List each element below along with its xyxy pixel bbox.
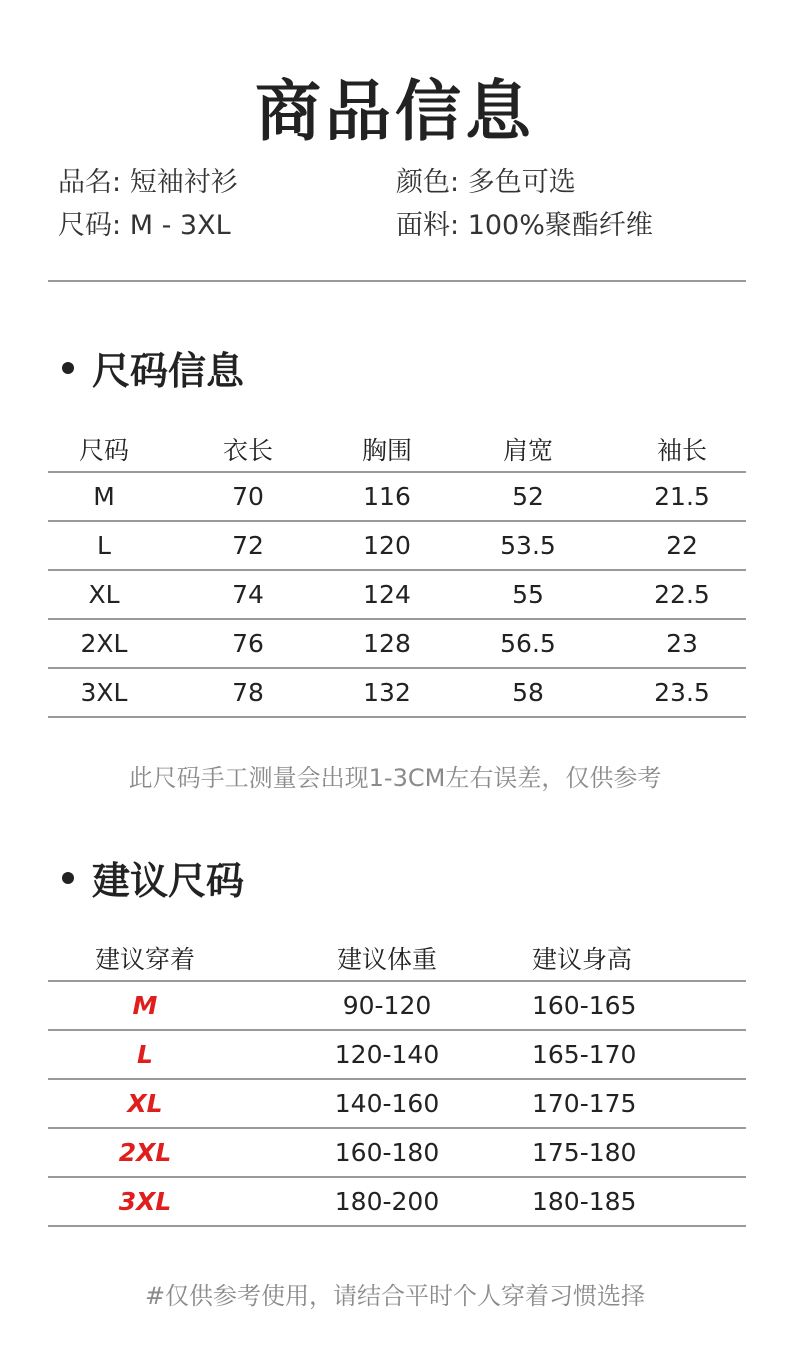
product-fabric-label: 面料: — [396, 210, 460, 241]
recommend-section-title: 建议尺码 — [92, 859, 245, 903]
table-cell: 52 — [438, 472, 618, 521]
table-row — [48, 472, 746, 521]
product-size-value: M - 3XL — [129, 210, 231, 241]
table-row — [48, 668, 746, 717]
size-header-length: 衣长 — [222, 436, 273, 465]
divider — [48, 280, 746, 282]
product-name-value: 短袖衬衫 — [129, 167, 238, 198]
bullet-dot — [62, 362, 74, 374]
size-header-chest: 胸围 — [361, 436, 412, 465]
table-cell: L — [48, 521, 160, 570]
recommend-table-header — [48, 936, 746, 981]
product-name — [58, 160, 238, 199]
table-row — [48, 1177, 746, 1226]
table-cell: 22 — [618, 521, 746, 570]
table-cell: 120-140 — [242, 1030, 532, 1079]
table-row — [48, 619, 746, 668]
table-cell: 116 — [336, 472, 438, 521]
table-cell: 78 — [160, 668, 336, 717]
table-cell: 55 — [438, 570, 618, 619]
table-cell: XL — [48, 570, 160, 619]
table-row — [48, 1079, 746, 1128]
size-header-size: 尺码 — [78, 436, 129, 465]
table-row — [48, 521, 746, 570]
table-cell: 23 — [618, 619, 746, 668]
table-cell: 2XL — [48, 1128, 242, 1177]
table-row — [48, 1030, 746, 1079]
table-cell: 90-120 — [242, 981, 532, 1030]
table-cell: 128 — [336, 619, 438, 668]
table-cell: 3XL — [48, 668, 160, 717]
table-row — [48, 1128, 746, 1177]
table-cell: 56.5 — [438, 619, 618, 668]
size-table-header — [48, 427, 746, 472]
table-cell: 170-175 — [532, 1079, 746, 1128]
product-fabric — [396, 203, 653, 242]
table-cell: M — [48, 472, 160, 521]
table-row — [48, 570, 746, 619]
size-section-title: 尺码信息 — [92, 349, 245, 393]
product-size — [58, 203, 231, 242]
table-cell: 70 — [160, 472, 336, 521]
size-header-shoulder: 肩宽 — [502, 436, 553, 465]
bullet-dot — [62, 872, 74, 884]
table-cell: 2XL — [48, 619, 160, 668]
size-header-sleeve: 袖长 — [656, 436, 707, 465]
table-cell: 58 — [438, 668, 618, 717]
product-color-label: 颜色: — [396, 167, 460, 198]
table-row — [48, 981, 746, 1030]
table-cell: 160-180 — [242, 1128, 532, 1177]
table-cell: M — [48, 981, 242, 1030]
table-cell: 160-165 — [532, 981, 746, 1030]
table-cell: 74 — [160, 570, 336, 619]
product-name-label: 品名: — [58, 167, 122, 198]
table-cell: 72 — [160, 521, 336, 570]
product-color — [396, 160, 576, 199]
table-cell: 120 — [336, 521, 438, 570]
recommend-header-wear: 建议穿着 — [94, 945, 195, 974]
size-table — [48, 427, 746, 718]
table-cell: 165-170 — [532, 1030, 746, 1079]
table-cell: 175-180 — [532, 1128, 746, 1177]
table-cell: 22.5 — [618, 570, 746, 619]
size-note: 此尺码手工测量会出现1-3CM左右误差，仅供参考 — [128, 764, 662, 792]
recommend-section-heading — [62, 850, 244, 905]
table-cell: 53.5 — [438, 521, 618, 570]
table-cell: L — [48, 1030, 242, 1079]
recommend-header-weight: 建议体重 — [336, 945, 437, 974]
table-cell: 180-200 — [242, 1177, 532, 1226]
size-section-heading — [62, 340, 244, 395]
table-cell: 76 — [160, 619, 336, 668]
table-cell: 140-160 — [242, 1079, 532, 1128]
recommend-header-height: 建议身高 — [532, 945, 633, 974]
table-cell: 132 — [336, 668, 438, 717]
product-color-value: 多色可选 — [467, 167, 576, 198]
table-cell: 124 — [336, 570, 438, 619]
page-title: 商品信息 — [255, 73, 535, 150]
table-cell: 21.5 — [618, 472, 746, 521]
recommend-note: #仅供参考使用，请结合平时个人穿着习惯选择 — [144, 1282, 646, 1310]
product-size-label: 尺码: — [58, 210, 122, 241]
table-cell: XL — [48, 1079, 242, 1128]
product-fabric-value: 100%聚酯纤维 — [467, 210, 653, 241]
table-cell: 3XL — [48, 1177, 242, 1226]
table-cell: 180-185 — [532, 1177, 746, 1226]
recommend-table — [48, 936, 746, 1227]
table-cell: 23.5 — [618, 668, 746, 717]
